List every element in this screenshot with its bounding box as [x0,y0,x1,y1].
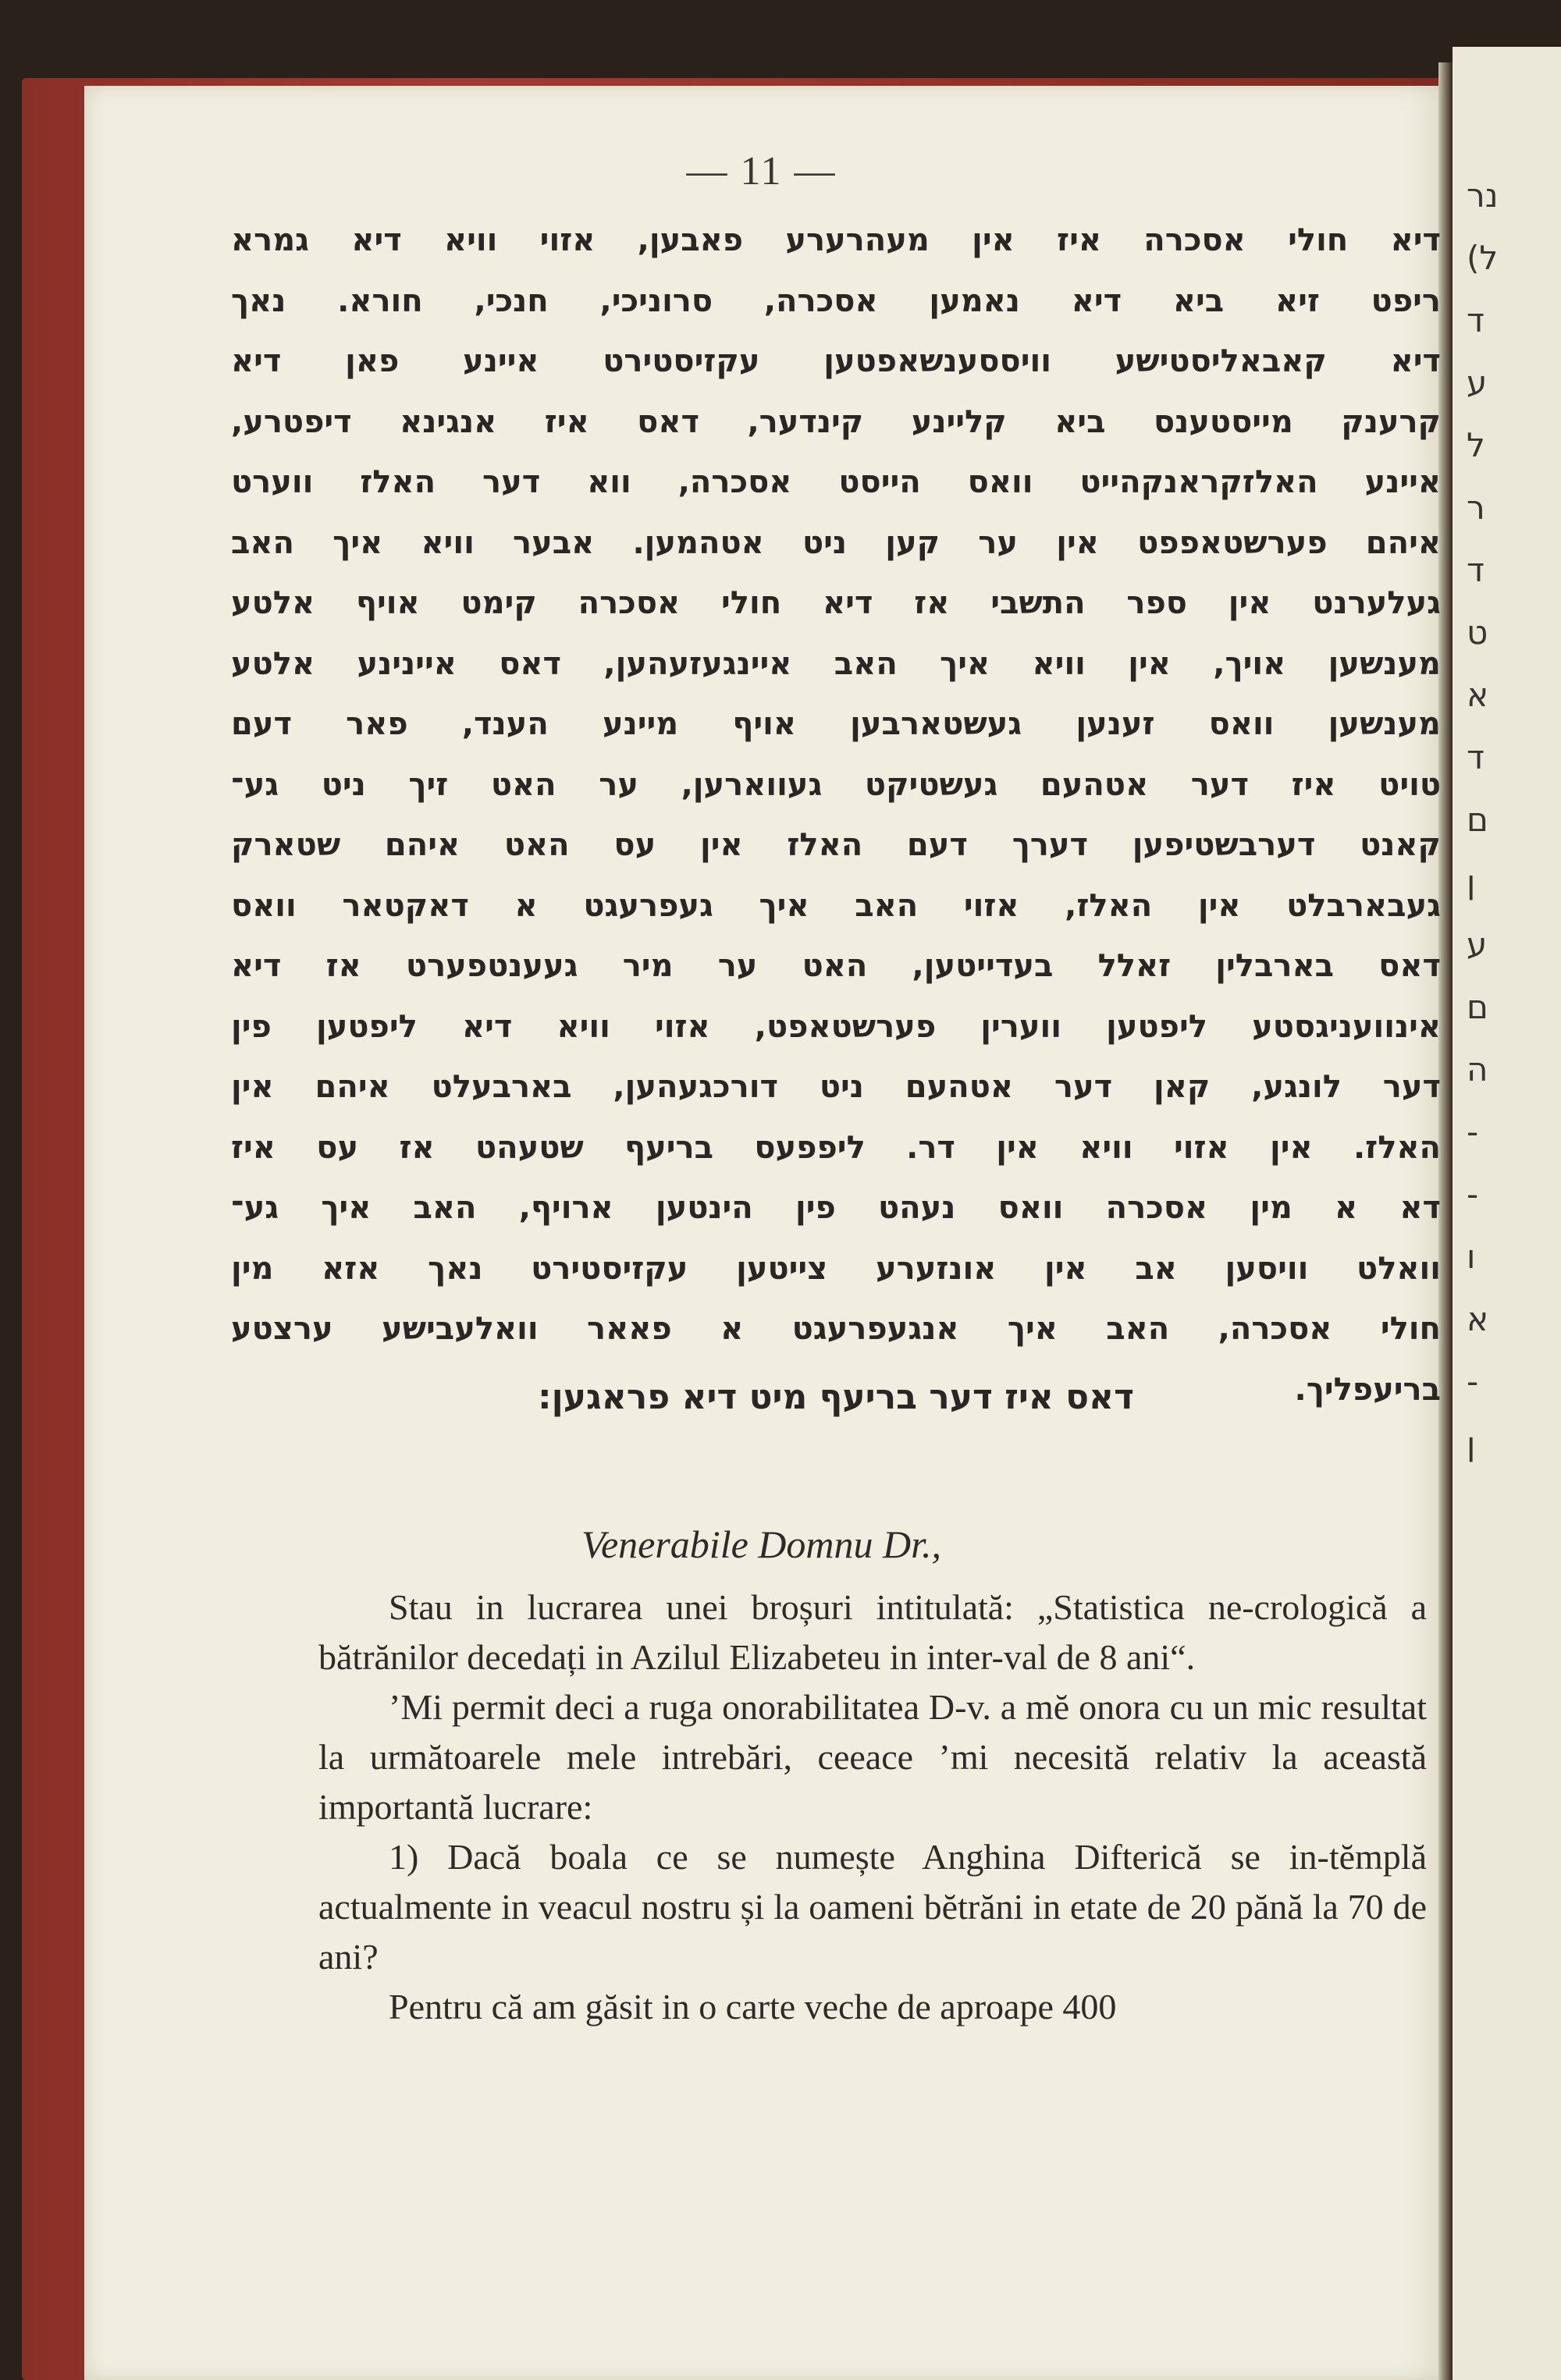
adjacent-glyph: ע [1467,364,1488,402]
adjacent-glyph: א [1467,1300,1489,1338]
yiddish-text-block [231,211,1441,1420]
page-number: — 11 — [686,149,837,194]
text-line: געבארבלט אין האלז, אזוי האב איך געפרעגט א דאקטאר וואס [231,887,1441,924]
book-page [84,86,1441,2380]
text-line: איינע האלזקראנקהייט וואס הייסט אסכרה, ווא דער האלז ווערט [231,464,1441,500]
text-line: דיא קאבאליסטישע וויססענשאפטען עקזיסטירט איינע פאן דיא [231,343,1441,379]
paragraph: Stau in lucrarea unei broșuri intitulată: „Statistica ne-crologică a bătrănilor decedați in Azilul Elizabeteu in inter-val de 8 ani“. [318,1587,1427,1677]
adjacent-glyph: ה [1467,1050,1488,1089]
paragraph: ’Mi permit deci a ruga onorabilitatea D-v. a mĕ onora cu un mic resultat la următoarele mele intrebări, ceeace ’mi necesită relativ la această importantă lucrare: [318,1687,1427,1827]
adjacent-glyph: - [1467,1362,1479,1401]
adjacent-glyph: (ל [1467,239,1499,277]
section-heading: דאס איז דער בריעף מיט דיא פראגען: [538,1377,1134,1417]
romanian-letter-body [318,1583,1427,2032]
adjacent-glyph: ר [1467,488,1485,527]
adjacent-glyph: ע [1467,925,1488,964]
adjacent-glyph: א [1467,676,1489,714]
text-line: דאס בארבלין זאלל בעדייטען, האט ער מיר געענטפערט אז דיא [231,948,1441,984]
adjacent-glyph: - [1467,1175,1479,1213]
adjacent-glyph: ד [1467,301,1485,339]
text-line: וואלט וויסען אב אין אונזערע צייטען עקזיסטירט נאך אזא מין [231,1250,1441,1287]
text-line: ריפט זיא ביא דיא נאמען אסכרה, סרוניכי, חנכי, חורא. נאך [231,282,1441,319]
paragraph: 1) Dacă boala ce se numește Anghina Difterică se in-tĕmplă actualmente in veacul nostru și la oameni bĕtrăni in etate de 20 pănă la 70 de ani? [318,1837,1427,1977]
letter-salutation: Venerabile Domnu Dr., [581,1522,942,1566]
adjacent-page [1453,47,1561,2380]
paragraph: Pentru că am găsit in o carte veche de aproape 400 [389,1987,1117,2027]
text-line: קאנט דערבשטיפען דערך דעם האלז אין עס האט איהם שטארק [231,827,1441,863]
text-line: קרענק מייסטענס ביא קליינע קינדער, דאס איז אנגינא דיפטרע, [231,403,1441,440]
adjacent-glyph: ד [1467,738,1485,776]
text-line: דיא חולי אסכרה איז אין מעהרערע פאבען, אזוי וויא דיא גמרא [231,222,1441,258]
text-line: אינוועניגסטע ליפטען ווערין פערשטאפט, אזוי וויא דיא ליפטען פין [231,1008,1441,1045]
adjacent-glyph: נר [1467,176,1499,215]
adjacent-glyph: ן [1467,863,1476,901]
text-line: מענשען וואס זענען געשטארבען אויף מיינע הענד, פאר דעם [231,706,1441,742]
adjacent-glyph: ד [1467,551,1485,589]
text-line: איהם פערשטאפפט אין ער קען ניט אטהמען. אבער וויא איך האב [231,524,1441,561]
text-line: מענשען אויך, אין וויא איך האב איינגעזעהען, דאס איינינע אלטע [231,645,1441,682]
text-line: טויט איז דער אטהעם געשטיקט געווארען, ער האט זיך ניט גע־ [231,766,1441,803]
text-line: דא א מין אסכרה וואס נעהט פין הינטען ארויף, האב איך גע־ [231,1190,1441,1226]
adjacent-glyph: - [1467,1113,1479,1151]
text-line: דער לונגע, קאן דער אטהעם ניט דורכגעהען, בארבעלט איהם אין [231,1069,1441,1105]
text-line: האלז. אין אזוי וויא אין דר. ליפפעס בריעף שטעהט אז עס איז [231,1129,1441,1166]
text-line: געלערנט אין ספר התשבי אז דיא חולי אסכרה קימט אויף אלטע [231,585,1441,621]
adjacent-glyph: ו [1467,1238,1476,1276]
adjacent-glyph: ם [1467,988,1488,1026]
text-line: בריעפליך. [1294,1371,1441,1408]
adjacent-glyph: ם [1467,801,1488,839]
text-line: חולי אסכרה, האב איך אנגעפרעגט א פאאר וואלעבישע ערצטע [231,1311,1441,1347]
adjacent-glyph: ל [1467,426,1485,464]
adjacent-glyph: ט [1467,613,1488,652]
adjacent-glyph: ן [1467,1425,1476,1463]
